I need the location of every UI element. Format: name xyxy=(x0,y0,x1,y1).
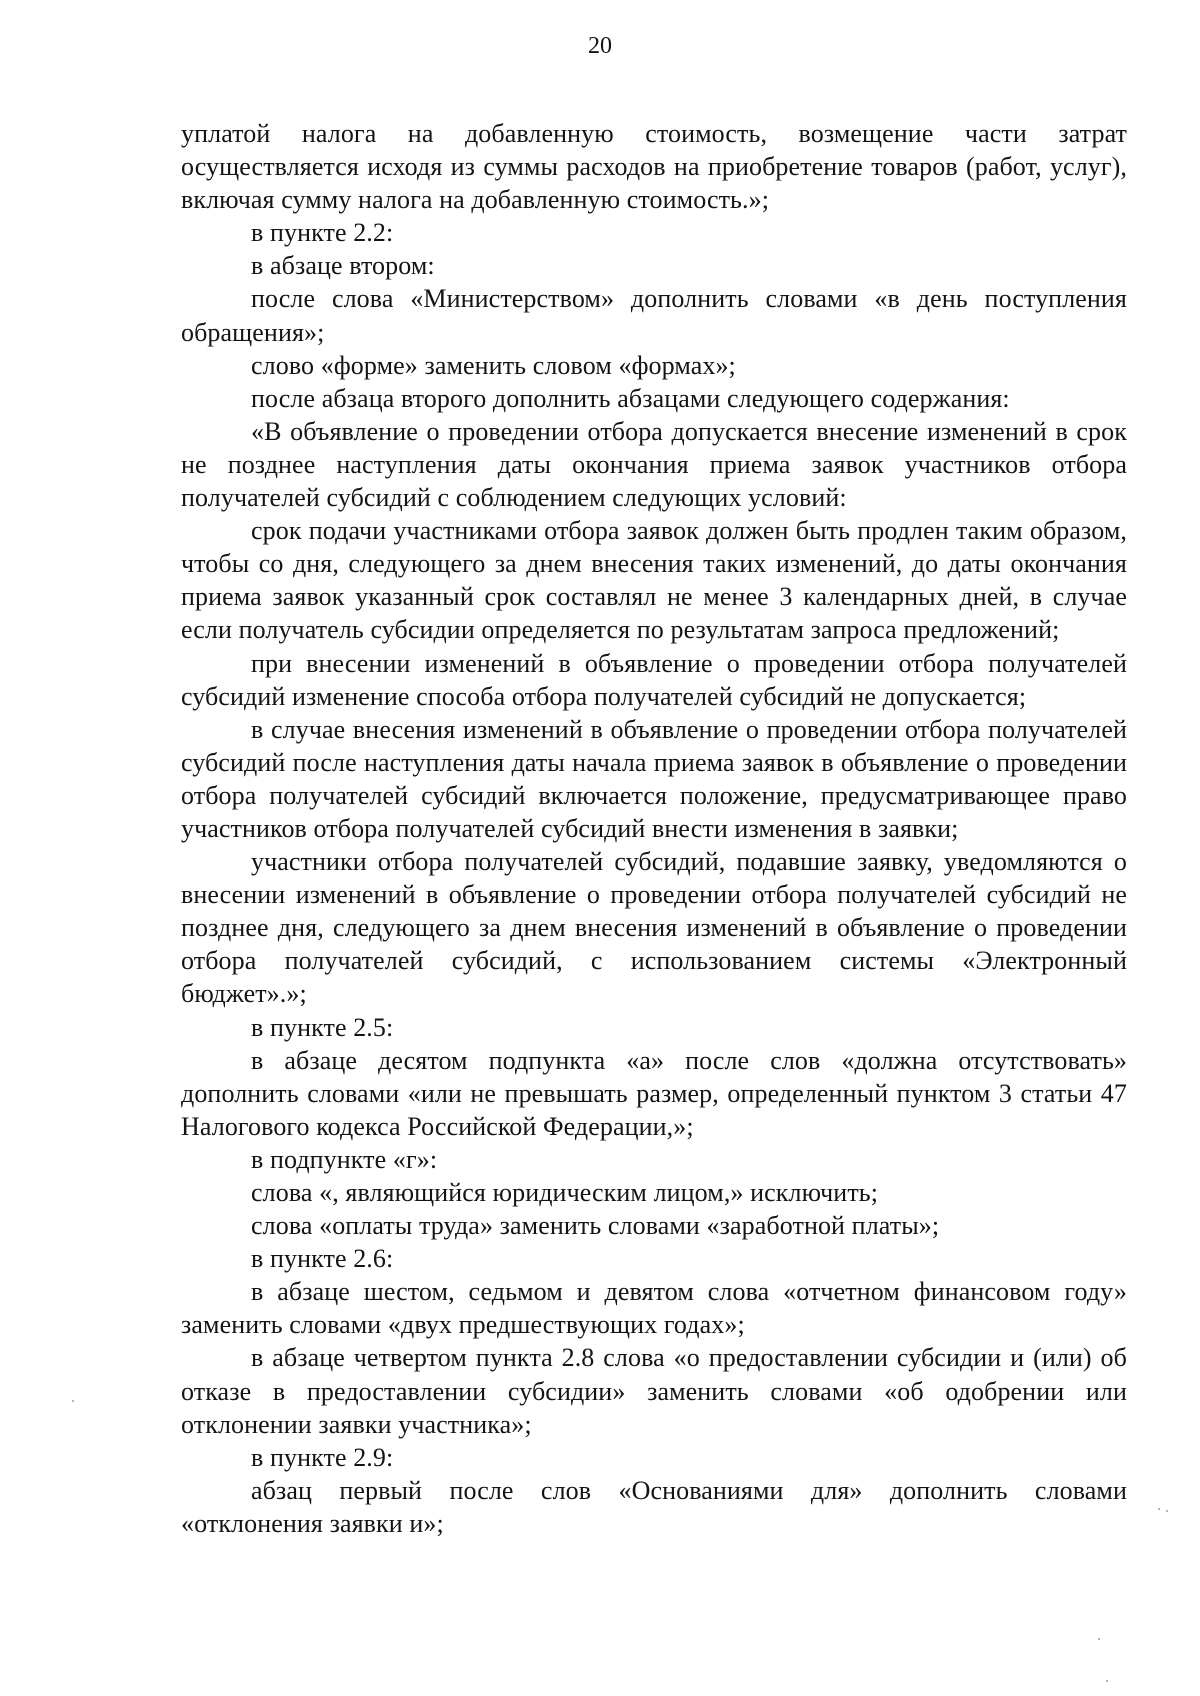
paragraph: слова «, являющийся юридическим лицом,» исключить; xyxy=(251,1178,879,1207)
paragraph: в абзаце втором: xyxy=(251,251,435,281)
paragraph: срок подачи участниками отбора заявок должен быть продлен таким образом, чтобы со дня, следующего за днем внесения таких изменений, до даты окончания приема заявок указанный срок составлял не менее 3 календарных дней, в случае если получатель субсидии определяется по результатам запроса предложений; xyxy=(181,516,1127,645)
paragraph: в подпункте «г»: xyxy=(251,1144,438,1174)
paragraph: в пункте 2.2: xyxy=(251,218,394,248)
scan-speck xyxy=(1106,1680,1108,1682)
paragraph: в абзаце четвертом пункта 2.8 слова «о предоставлении субсидии и (или) об отказе в предоставлении субсидии» заменить словами «об одобрении или отклонении заявки участника»; xyxy=(181,1343,1127,1439)
paragraph: абзац первый после слов «Основаниями для» дополнить словами «отклонения заявки и»; xyxy=(181,1475,1127,1538)
paragraph: в абзаце десятом подпункта «а» после слов «должна отсутствовать» дополнить словами «или не превышать размер, определенный пунктом 3 статьи 47 Налогового кодекса Российской Федерации,»; xyxy=(181,1045,1127,1141)
paragraph: в пункте 2.5: xyxy=(251,1012,394,1042)
scan-speck xyxy=(1166,1510,1168,1512)
page-number: 20 xyxy=(588,33,612,59)
paragraph: в абзаце шестом, седьмом и девятом слова «отчетном финансовом году» заменить словами «двух предшествующих годах»; xyxy=(181,1277,1127,1340)
paragraph: слово «форме» заменить словом «формах»; xyxy=(251,350,736,380)
paragraph: участники отбора получателей субсидий, подавшие заявку, уведомляются о внесении изменений в объявление о проведении отбора получателей субсидий не позднее дня, следующего за днем внесения изменений в объявление о проведении отбора получателей субсидий, с использованием системы «Электронный бюджет».»; xyxy=(181,847,1127,1009)
paragraph: в пункте 2.9: xyxy=(251,1442,394,1472)
document-body xyxy=(181,117,1127,1540)
paragraph: после абзаца второго дополнить абзацами следующего содержания: xyxy=(251,383,1010,413)
scan-speck xyxy=(1158,1508,1160,1510)
paragraph: «В объявление о проведении отбора допускается внесение изменений в срок не позднее наступления даты окончания приема заявок участников отбора получателей субсидий с соблюдением следующих условий: xyxy=(181,416,1127,513)
paragraph: после слова «Министерством» дополнить словами «в день поступления обращения»; xyxy=(181,284,1127,347)
paragraph: при внесении изменений в объявление о проведении отбора получателей субсидий изменение способа отбора получателей субсидий не допускается; xyxy=(181,648,1127,711)
paragraph: слова «оплаты труда» заменить словами «заработной платы»; xyxy=(251,1211,940,1241)
paragraph: в случае внесения изменений в объявление о проведении отбора получателей субсидий после наступления даты начала приема заявок в объявление о проведении отбора получателей субсидий включается положение, предусматривающее право участников отбора получателей субсидий внести изменения в заявки; xyxy=(181,714,1127,843)
scan-speck xyxy=(1098,1638,1100,1640)
paragraph: в пункте 2.6: xyxy=(251,1244,394,1274)
scan-speck xyxy=(72,1400,74,1402)
paragraph: уплатой налога на добавленную стоимость, возмещение части затрат осуществляется исходя из суммы расходов на приобретение товаров (работ, услуг), включая сумму налога на добавленную стоимость.»; xyxy=(181,119,1127,215)
